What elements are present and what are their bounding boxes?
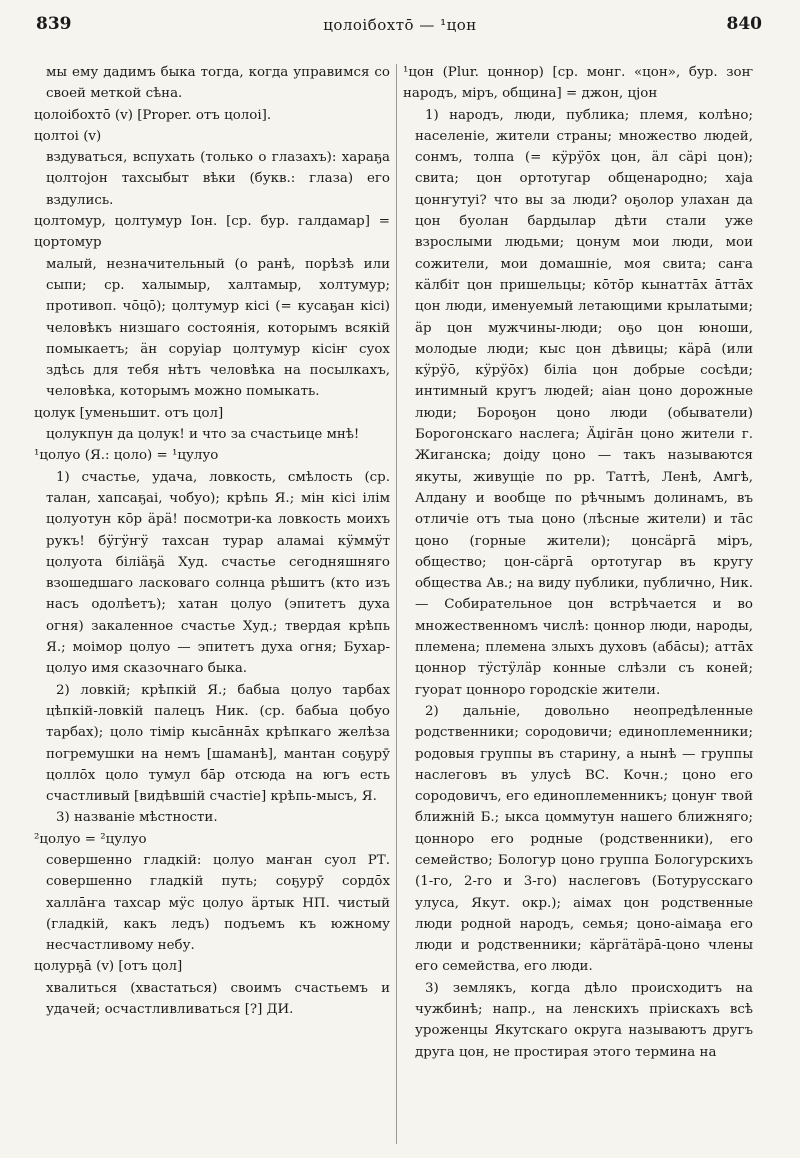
dictionary-entry-paragraph: 2) дальніе, довольно неопредѣленные родственники; сородовичи; единоплеменники; родовыя группы въ старину, а нынѣ — группы наслеговъ въ улусѣ ВС. Кочн.; цоно его сородовичъ, его единоплеменникъ; цонуҥ твой ближній Б.; ыкса цоммутун нашего ближняго; цонноро его родные (родственники), его семейство; Бологур цоно группа Бологурскихъ (1-го, 2-го и 3-го) наслеговъ (Ботурусскаго улуса, Якут. окр.); аімах цон родственные люди родной народъ, семья; цоно-аімаҕа его люди и родственники; кӓргӓтӓрā-цоно члены его семейства, его люди.: [415, 703, 753, 975]
dictionary-entry-paragraph: вздуваться, вспухать (только о глазахъ): хараҕа цолтојон тахсыбыт вѣки (букв.: глаза) его вздулись.: [46, 150, 390, 208]
dictionary-entry-paragraph: цолтомур, цолтумур Іон. [ср. бур. галдамар] = цортомур: [34, 214, 390, 251]
dictionary-entry-paragraph: хвалиться (хвастаться) своимъ счастьемъ и удачей; осчастливливаться [?] ДИ.: [46, 980, 390, 1018]
left-column: [34, 62, 390, 1138]
left-page-number: 839: [36, 14, 72, 34]
running-head: цолоібохтō — ¹цон: [323, 16, 477, 34]
column-divider: [396, 64, 397, 1144]
page-header: [30, 14, 770, 44]
dictionary-entry-paragraph: цолурҕā (v) [отъ цол]: [34, 959, 183, 975]
dictionary-entry-paragraph: ¹цон (Plur. цоннор) [ср. монг. «цон», бур. зоҥ народъ, міръ, община] = джон, цјон: [403, 65, 753, 102]
dictionary-entry-paragraph: совершенно гладкій: цолуо маҥан суол РТ. совершенно гладкій путь; соҕурӯ сордōх халлāҥа тахсар мӱс цолуо ӓртык НП. чистый (гладкій, какъ ледъ) подъемъ къ южному несчастливому небу.: [46, 852, 390, 954]
dictionary-entry-paragraph: 3) землякъ, когда дѣло происходитъ на чужбинѣ; напр., на ленскихъ пріискахъ всѣ уроженцы Якутскаго округа называютъ другъ друга цон, не простирая этого термина на: [415, 980, 753, 1060]
dictionary-entry-paragraph: 2) ловкій; крѣпкій Я.; бабыа цолуо тарбах цѣпкій-ловкій палецъ Ник. (ср. бабыа цобуо тарбах); цоло тімір кысāннāх крѣпкаго желѣза погремушки на немъ [шаманѣ], мантан соҕурӯ цоллōх цоло тумул бāр отсюда на югъ есть счастливый [видѣвшій счастіе] крѣпь-мысъ, Я.: [46, 682, 390, 805]
dictionary-entry-paragraph: мы ему дадимъ быка тогда, когда управимся со своей меткой сѣна.: [46, 65, 390, 102]
right-page-number: 840: [726, 14, 762, 34]
dictionary-entry-paragraph: цолтоі (v): [34, 128, 102, 144]
right-column: [403, 62, 753, 1138]
dictionary-entry-paragraph: 3) названіе мѣстности.: [56, 810, 218, 826]
dictionary-entry-paragraph: ¹цолуо (Я.: цоло) = ¹цулуо: [34, 448, 219, 464]
dictionary-entry-paragraph: малый, незначительный (о ранѣ, порѣзѣ или сыпи; ср. халымыр, халтамыр, холтумур; противоп. чōцō); цолтумур кісі (= кусаҕан кісі) человѣкъ низшаго состоянія, которымъ всякій помыкаетъ; ӓн соруіар цолтумур кісіҥ суох здѣсь для тебя нѣтъ человѣка на посылкахъ, человѣка, которымъ можно помыкать.: [46, 256, 390, 400]
dictionary-entry-paragraph: 1) счастье, удача, ловкость, смѣлость (ср. талан, хапсаҕаі, чобуо); крѣпь Я.; мін кісі ілім цолуотун кōр ӓрӓ! посмотри-ка ловкость моихъ рукъ! бӱгӱҥӱ тахсан турар аламаі кӱммӱт цолуота біліӓҕӓ Худ. счастье сегодняшняго взошедшаго ласковаго солнца рѣшитъ (кто изъ насъ одолѣетъ); хатан цолуо (эпитетъ духа огня) закаленное счастье Худ.; твердая крѣпь Я.; моімор цолуо — эпитетъ духа огня; Бухар-цолуо имя сказочнаго быка.: [46, 469, 390, 677]
dictionary-entry-paragraph: цолук [уменьшит. отъ цол]: [34, 405, 224, 421]
dictionary-entry-paragraph: 1) народъ, люди, публика; племя, колѣно; населеніе, жители страны; множество людей, сонмъ, толпа (= кӱрӱōх цон, ӓл сӓрі цон); свита; цон ортотугар общенародно; хаја цонҥутуі? что вы за люди? оҕолор улахан да цон буолан бардылар дѣти стали уже взрослыми людьми; цонум мои люди, мои сожители, мои домашніе, моя свита; саҥа кӓлбіт цон пришельцы; кōтōр кынаттāх āттāх цон люди, именуемый летающими крылатыми; ӓр цон мужчины-люди; оҕо цон юноши, молодые люди; кыс цон дѣвицы; кӓрā (или кӱрӱō, кӱрӱōх) біліа цон добрые сосѣди; интимный кругъ людей; аіан цоно дорожные люди; Бороҕон цоно люди (обыватели) Борогонскаго наслега; Ӓџігāн цоно жители г. Жиганска; доіду цоно — такъ называются якуты, живущіе по рр. Таттѣ, Ленѣ, Амгѣ, Алдану и вообще по рѣчнымъ долинамъ, въ отличіе отъ тыа цоно (лѣсные жители) и тāс цоно (горные жители); цонсӓргā міръ, общество; цон-сӓргā ортотугар въ кругу общества Ав.; на виду публики, публично, Ник. — Собирательное цон встрѣчается и во множественномъ числѣ: цоннор люди, народы, племена; племена злыхъ духовъ (абāсы); аттāх цоннор тӱстӱлӓр конные слѣзли съ коней; гуорат цонноро городскіе жители.: [415, 107, 753, 698]
dictionary-entry-paragraph: цолукпун да цолук! и что за счастьице мнѣ!: [46, 427, 360, 443]
dictionary-entry-paragraph: ²цолуо = ²цулуо: [34, 831, 147, 847]
dictionary-entry-paragraph: цолоібохтō (v) [Proper. отъ цолоі].: [34, 107, 272, 123]
